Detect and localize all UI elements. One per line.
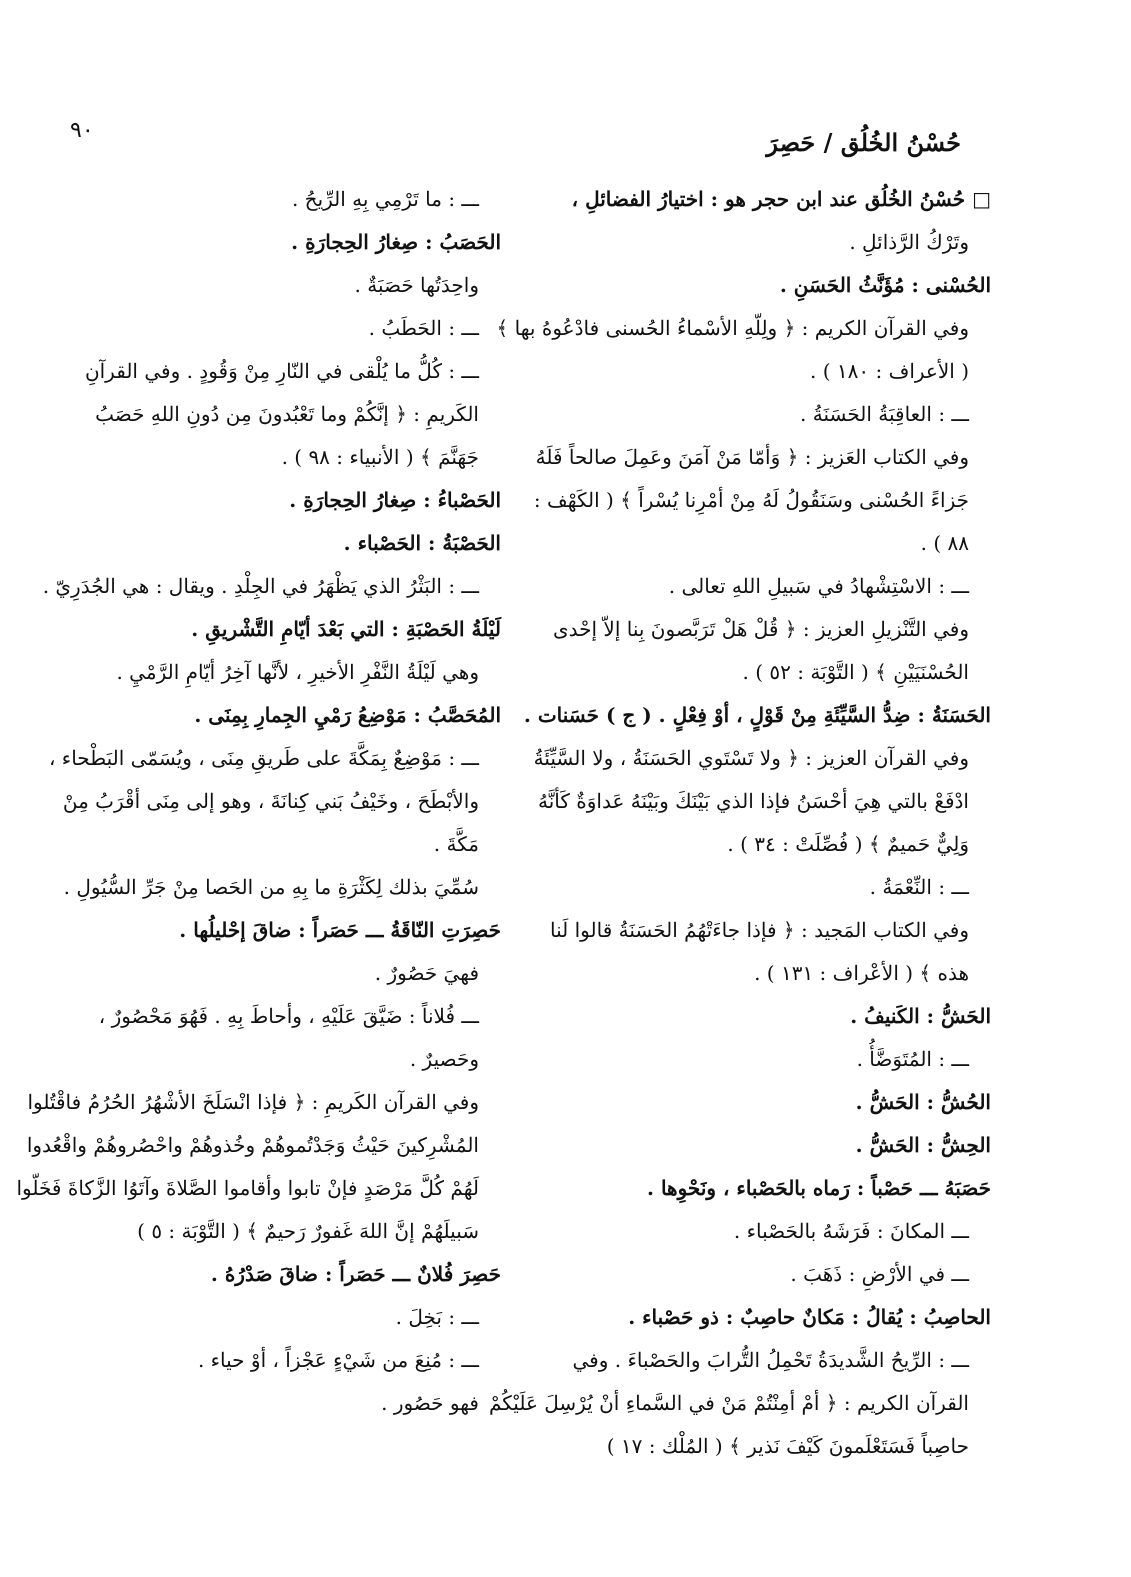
entry-headword-line: حَصِرَتِ النّاقَةُ ـــ حَصَراً : ضاقَ إحْليلُها . xyxy=(179,918,501,942)
entry-text-line: الحُسْنَيَيْنِ ﴾ ( التَّوْبَة : ٥٢ ) . xyxy=(742,660,969,684)
entry-text-line: فهو حَصُور . xyxy=(381,1391,479,1415)
entry-text-line: المُشْرِكينَ حَيْثُ وَجَدْتُموهُمْ وخُذوهُمْ واحْصُروهُمْ واقْعُدوا xyxy=(26,1133,479,1157)
entry-text-line: وفي الكتاب العَزيز : ﴿ وَأمّا مَنْ آمَنَ وعَمِلَ صالحاً فَلَهُ xyxy=(535,445,969,469)
entry-text-line: جَزاءً الحُسْنى وسَنَقُولُ لَهُ مِنْ أمْرِنا يُسْراً ﴾ ( الكَهْف : xyxy=(533,488,969,512)
entry-headword-line: حَصَبَهُ ـــ حَصْباً : رَماه بالحَصْباء ، ونَحْوِها . xyxy=(647,1176,991,1200)
entry-text-line: ـــ فُلاناً : ضَيَّقَ عَلَيْهِ ، وأحاطَ بِهِ . فَهُوَ مَحْصُورٌ ، xyxy=(98,1004,479,1028)
page-number: ٩٠ xyxy=(70,118,94,143)
entry-text-line: وفي القرآن الكَريمِ : ﴿ فإذا انْسَلَخَ الأشْهُرُ الحُرُمُ فاقْتُلوا xyxy=(27,1090,479,1114)
entry-text-line: ـــ : النِّعْمَةُ . xyxy=(869,875,969,899)
entry-text-line: ـــ : بَخِلَ . xyxy=(395,1305,479,1329)
entry-text-line: ادْفَعْ بالتي هِيَ أحْسَنُ فإذا الذي بَيْنَكَ وبَيْنَهُ عَداوَةٌ كَأنَّهُ xyxy=(537,789,969,813)
entry-text-line: وفي القرآن العزيز : ﴿ ولا تَسْتَوي الحَسَنَةُ ، ولا السَّيِّئَةُ xyxy=(533,746,969,770)
entry-text-line: ـــ : مَوْضِعٌ بِمَكَّةَ على طَريقِ مِنَى ، ويُسَمّى البَطْحاء ، xyxy=(48,746,479,770)
entry-headword-line: الحَصْبَةُ : الحَصْباء . xyxy=(343,531,501,555)
entry-text-line: ـــ المكانَ : فَرَشَهُ بالحَصْباء . xyxy=(733,1219,969,1243)
entry-text-line: وحَصيرٌ . xyxy=(409,1047,479,1071)
entry-text-line: وهي لَيْلَةُ النَّفْرِ الأخيرِ ، لأنَّها آخِرُ أيّامِ الرَّمْيِ . xyxy=(116,660,479,684)
entry-text-line: وفي الكتاب المَجيد : ﴿ فإذا جاءَتْهُمُ الحَسَنَةُ قالوا لَنا xyxy=(550,918,969,942)
entry-headword-line: المُحَصَّبُ : مَوْضِعُ رَمْيِ الجِمارِ بِمِنَى . xyxy=(194,703,501,727)
entry-headword-line: حَصِرَ فُلانٌ ـــ حَصَراً : ضاقَ صَدْرُهُ . xyxy=(210,1262,501,1286)
entry-text-line: واحِدَتُها حَصَبَةٌ . xyxy=(354,273,479,297)
entry-text-line: ـــ : العاقِبَةُ الحَسَنَةُ . xyxy=(800,402,969,426)
right-column xyxy=(488,178,991,1468)
entry-headword-line: □ حُسْنُ الخُلُق عند ابن حجر هو : اختيارُ الفضائلِ ، xyxy=(571,187,991,211)
entry-text-line: ( الأعراف : ١٨٠ ) . xyxy=(810,359,969,383)
entry-headword-line: الحُسْنى : مُؤَنَّثُ الحَسَنِ . xyxy=(779,273,991,297)
entry-text-line: وفي القرآن الكريم : ﴿ ولِلّهِ الأسْماءُ الحُسنى فادْعُوهُ بها ﴾ xyxy=(496,316,969,340)
entry-text-line: الكَريمِ : ﴿ إنَّكُمْ وما تَعْبُدونَ مِن دُونِ اللهِ حَصَبُ xyxy=(95,402,479,426)
entry-text-line: والأبْطَحَ ، وخَيْفُ بَني كِنانَةَ ، وهو إلى مِنَى أقْرَبُ مِنْ xyxy=(62,789,479,813)
entry-text-line: ـــ في الأرْضِ : ذَهَبَ . xyxy=(790,1262,969,1286)
entry-headword-line: الحِشُّ : الحَشُّ . xyxy=(855,1133,991,1157)
entry-text-line: لَهُمْ كُلَّ مَرْصَدٍ فإنْ تابوا وأقاموا الصَّلاةَ وآتَوُا الزَّكاةَ فَخَلّوا xyxy=(16,1176,479,1200)
entry-headword-line: الحاصِبُ : يُقالُ : مَكانٌ حاصِبٌ : ذو حَصْباء . xyxy=(628,1305,991,1329)
entry-text-line: ـــ : الاسْتِشْهادُ في سَبيلِ اللهِ تعالى . xyxy=(668,574,969,598)
entry-headword-line: الحَشُّ : الكَنيفُ . xyxy=(850,1004,991,1028)
entry-text-line: القرآن الكريم : ﴿ أمْ أمِنْتُمْ مَنْ في السَّماءِ أنْ يُرْسِلَ عَلَيْكُمْ xyxy=(488,1391,969,1415)
left-column xyxy=(16,178,501,1425)
entry-text-line: سَبيلَهُمْ إنَّ اللهَ غَفورٌ رَحيمٌ ﴾ ( التَّوْبَة : ٥ ) xyxy=(137,1219,479,1243)
entry-text-line: حاصِباً فَسَتَعْلَمونَ كَيْفَ نَذير ﴾ ( المُلْك : ١٧ ) xyxy=(606,1434,969,1458)
entry-text-line: مَكَّةَ . xyxy=(433,832,479,856)
entry-text-line: ـــ : كُلُّ ما يُلْقى في النّارِ مِنْ وَقُودٍ . وفي القرآنِ xyxy=(84,359,479,383)
entry-text-line: ـــ : الرِّيحُ الشَّديدَةُ تَحْمِلُ التُّرابَ والحَصْباءَ . وفي xyxy=(572,1348,969,1372)
entry-text-line: وفي التَّنْزيلِ العزيز : ﴿ قُلْ هَلْ تَرَبَّصونَ بِنا إلاّ إحْدى xyxy=(553,617,969,641)
entry-headword-line: الحَصْباءُ : صِغارُ الحِجارَةِ . xyxy=(289,488,501,512)
entry-text-line: سُمِّيَ بذلك لِكَثْرَةِ ما بِهِ من الحَصا مِنْ جَرِّ السُّيُولِ . xyxy=(63,875,479,899)
entry-text-line: وتَرْكُ الرَّذائلِ . xyxy=(849,230,969,254)
entry-text-line: جَهَنَّمَ ﴾ ( الأنبياء : ٩٨ ) . xyxy=(281,445,479,469)
entry-headword-line: الحُشُّ : الحَشُّ . xyxy=(855,1090,991,1114)
entry-text-line: ٨٨ ) . xyxy=(920,531,969,555)
entry-text-line: هذه ﴾ ( الأعْراف : ١٣١ ) . xyxy=(754,961,969,985)
entry-text-line: ـــ : ما تَرْمِي بِهِ الرِّيحُ . xyxy=(291,187,479,211)
entry-text-line: ـــ : الحَطَبُ . xyxy=(368,316,479,340)
entry-text-line: ـــ : البَثْرُ الذي يَظْهَرُ في الجِلْدِ . ويقال : هي الجُدَرِيّ . xyxy=(42,574,479,598)
entry-text-line: وَلِيٌّ حَميمٌ ﴾ ( فُصِّلَتْ : ٣٤ ) . xyxy=(727,832,969,856)
entry-headword-line: لَيْلَةُ الحَصْبَةِ : التي بَعْدَ أيّامِ التَّشْريقِ . xyxy=(191,617,501,641)
entry-headword-line: الحَصَبُ : صِغارُ الحِجارَةِ . xyxy=(291,230,501,254)
entry-text-line: ـــ : مُنِعَ من شَيْءٍ عَجْزاً ، أوْ حياء . xyxy=(197,1348,479,1372)
entry-headword-line: الحَسَنَةُ : ضِدُّ السَّيِّئَةِ مِنْ قَوْلٍ ، أوْ فِعْلٍ . ( ج ) حَسَنات . xyxy=(523,703,991,727)
entry-text-line: ـــ : المُتَوَضَّأُ . xyxy=(856,1047,969,1071)
entry-text-line: فهيَ حَصُورٌ . xyxy=(374,961,479,985)
running-head: حُسْنُ الخُلُق / حَصِرَ xyxy=(766,128,961,157)
